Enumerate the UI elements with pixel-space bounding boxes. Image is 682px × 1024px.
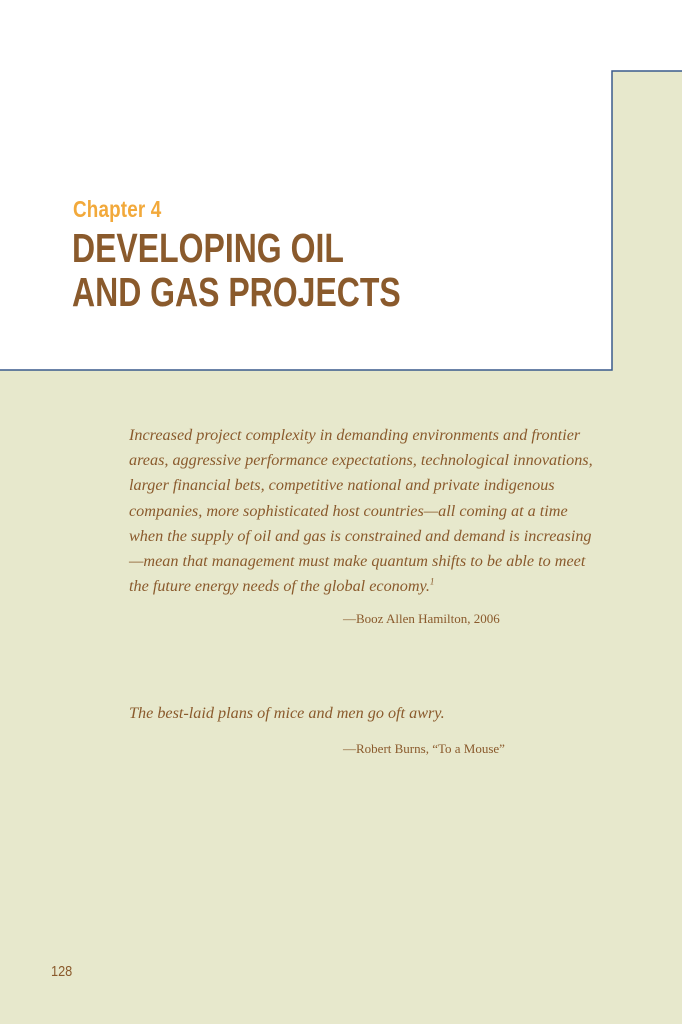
- chapter-title-line-1: DEVELOPING OIL: [72, 225, 344, 271]
- footnote-marker: 1: [429, 576, 435, 587]
- chapter-label: Chapter 4: [73, 196, 162, 222]
- epigraph-attribution-1: —Booz Allen Hamilton, 2006: [343, 611, 500, 626]
- chapter-title-line-2: AND GAS PROJECTS: [72, 269, 401, 315]
- epigraph-quote-1: [129, 423, 604, 599]
- page-number: 128: [51, 963, 73, 980]
- epigraph-attribution-2: —Robert Burns, “To a Mouse”: [343, 741, 505, 756]
- epigraph-quote-1-text: Increased project complexity in demanding environments and frontier areas, aggressive performance expectations, technological innovations, larger financial bets, competitive national and private indigenous companies, more sophisticated host countries—all coming at a time when the supply of oil and gas is constrained and demand is increasing—mean that management must make quantum shifts to be able to meet the future energy needs of the global economy.: [129, 426, 593, 596]
- epigraph-quote-2: The best-laid plans of mice and men go oft awry.: [129, 704, 445, 722]
- chapter-title: [72, 226, 401, 314]
